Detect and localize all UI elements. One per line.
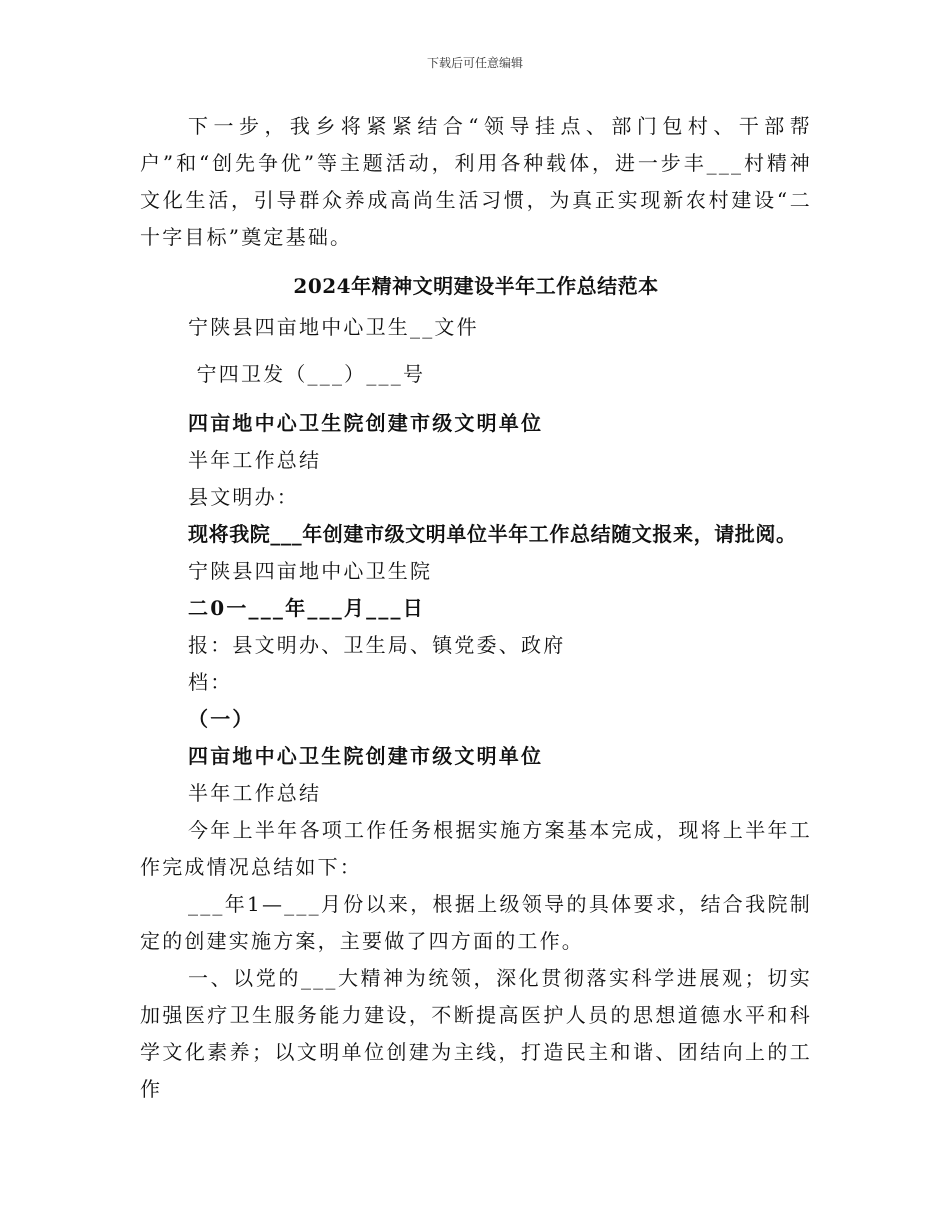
recipient-line: 县文明办： [188, 485, 299, 509]
date-line: 二0一___年___月___日 [188, 596, 425, 620]
heading-unit-title-2: 四亩地中心卫生院创建市级文明单位 [188, 744, 544, 768]
section-label: （一） [188, 707, 255, 731]
subheading-summary: 半年工作总结 [188, 448, 322, 472]
body-paragraph: ___年1—___月份以来，根据上级领导的具体要求，结合我院制定的创建实施方案，主要做了四方面的工作。 [140, 892, 812, 953]
intro-paragraph: 下一步，我乡将紧紧结合“领导挂点、部门包村、干部帮户”和“创先争优”等主题活动，利用各种载体，进一步丰___村精神文化生活，引导群众养成高尚生活习惯，为真正实现新农村建设“二十字目标”奠定基础。 [140, 114, 812, 249]
body-paragraph: 一、以党的___大精神为统领，深化贯彻落实科学进展观；切实加强医疗卫生服务能力建设，不断提高医护人员的思想道德水平和科学文化素养；以文明单位创建为主线，打造民主和谐、团结向上的工作 [140, 966, 812, 1101]
request-line: 现将我院___年创建市级文明单位半年工作总结随文报来，请批阅。 [188, 522, 797, 546]
signature-line: 宁陕县四亩地中心卫生院 [188, 559, 433, 583]
page-header-note: 下载后可任意编辑 [426, 56, 523, 70]
document-body [140, 108, 812, 1108]
document-number-line: 宁四卫发（___）___号 [188, 362, 426, 386]
cc-line: 报：县文明办、卫生局、镇党委、政府 [188, 633, 566, 657]
issuer-line: 宁陕县四亩地中心卫生__文件 [188, 315, 479, 339]
document-title: 2024年精神文明建设半年工作总结范本 [293, 274, 659, 298]
body-paragraph: 今年上半年各项工作任务根据实施方案基本完成，现将上半年工作完成情况总结如下： [140, 818, 812, 879]
heading-unit-title: 四亩地中心卫生院创建市级文明单位 [188, 411, 544, 435]
subheading-summary-2: 半年工作总结 [188, 781, 322, 805]
archive-line: 档： [188, 670, 233, 694]
